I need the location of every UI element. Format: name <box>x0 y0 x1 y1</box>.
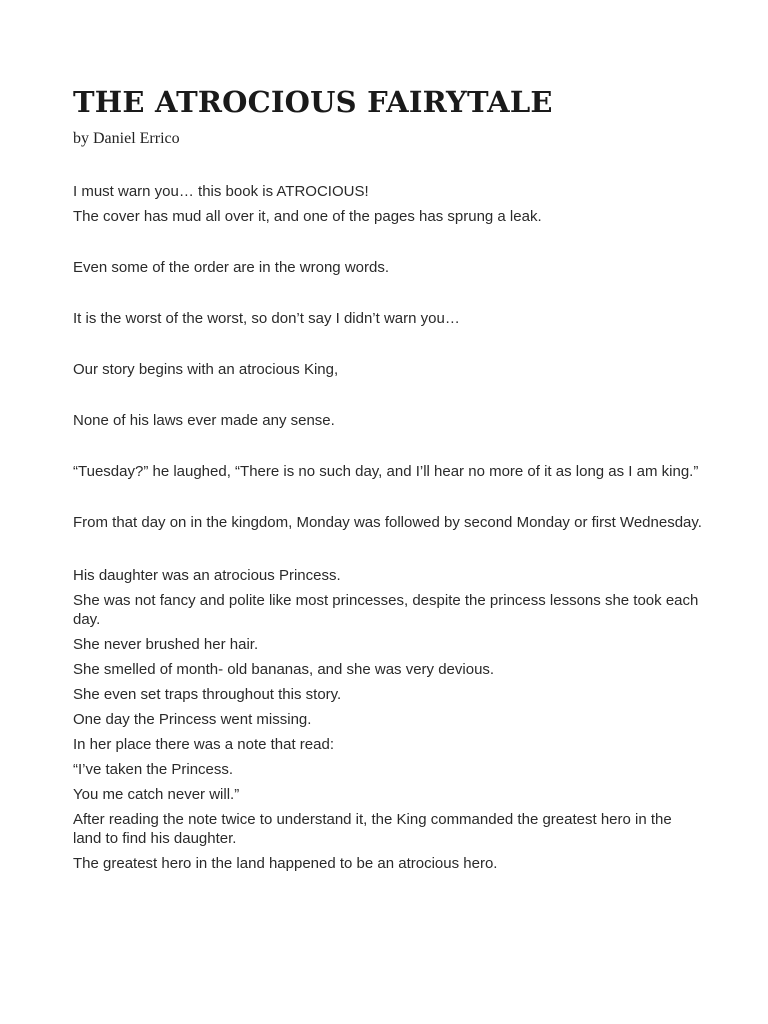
paragraph: I must warn you… this book is ATROCIOUS! <box>73 183 369 200</box>
paragraph: It is the worst of the worst, so don’t say I didn’t warn you… <box>73 310 460 327</box>
paragraph: She was not fancy and polite like most princesses, despite the princess lessons she took each day. <box>73 592 699 628</box>
paragraph: She even set traps throughout this story. <box>73 686 342 703</box>
paragraph: Even some of the order are in the wrong words. <box>73 259 389 276</box>
paragraph: None of his laws ever made any sense. <box>73 412 335 429</box>
paragraph: His daughter was an atrocious Princess. <box>73 567 341 584</box>
paragraph: “Tuesday?” he laughed, “There is no such day, and I’ll hear no more of it as long as I am king.” <box>73 463 699 480</box>
paragraph: In her place there was a note that read: <box>73 736 334 753</box>
paragraph: The greatest hero in the land happened to be an atrocious hero. <box>73 855 498 872</box>
story-body <box>73 182 703 873</box>
paragraph: You me catch never will.” <box>73 786 240 803</box>
document-title: THE ATROCIOUS FAIRYTALE <box>73 85 553 119</box>
paragraph: “I’ve taken the Princess. <box>73 761 234 778</box>
document-page <box>73 84 703 873</box>
paragraph: After reading the note twice to understand it, the King commanded the greatest hero in the land to find his daughter. <box>73 811 672 847</box>
author-byline: by Daniel Errico <box>73 130 180 147</box>
paragraph: Our story begins with an atrocious King, <box>73 361 339 378</box>
paragraph: From that day on in the kingdom, Monday was followed by second Monday or first Wednesday. <box>73 514 702 531</box>
paragraph: She never brushed her hair. <box>73 636 259 653</box>
paragraph: She smelled of month- old bananas, and she was very devious. <box>73 661 495 678</box>
paragraph: One day the Princess went missing. <box>73 711 312 728</box>
paragraph: The cover has mud all over it, and one of the pages has sprung a leak. <box>73 208 542 225</box>
